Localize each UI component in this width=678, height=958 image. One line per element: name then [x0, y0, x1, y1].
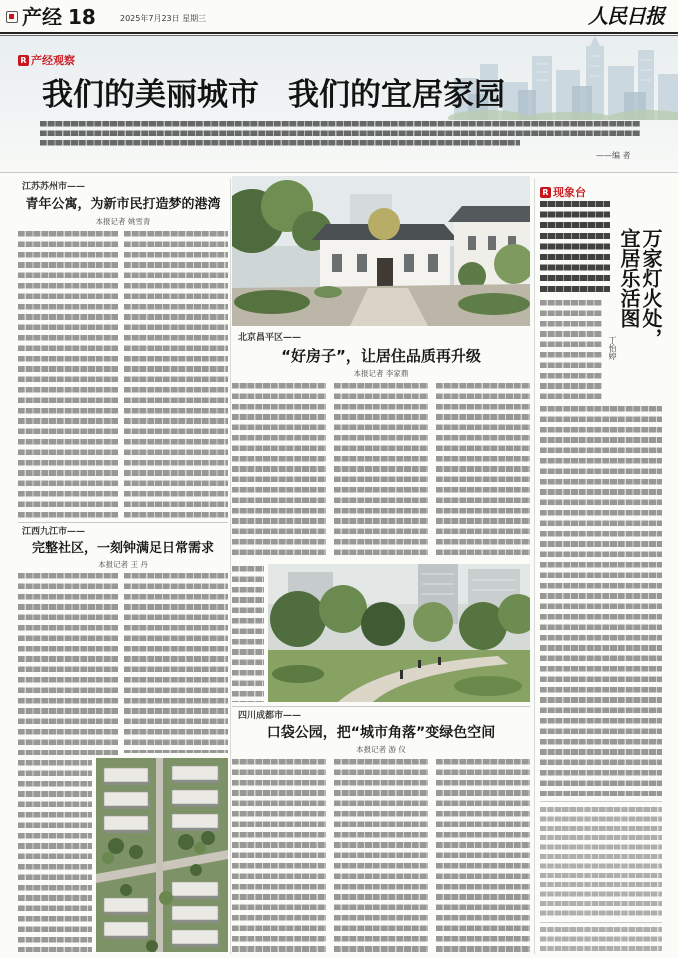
- photo-courtyard-residence: [232, 176, 530, 326]
- article-beijing-body-col-2: [334, 383, 428, 560]
- sidebar-lead-lines: [540, 201, 610, 292]
- article-jiujiang-body-col-1: [18, 573, 118, 755]
- page-number: 18: [68, 5, 96, 29]
- article-beijing-body-col-3: [436, 383, 530, 560]
- sidebar-label-text: 现象台: [553, 185, 586, 199]
- article-chengdu-body-col-1: [232, 759, 326, 952]
- article-chengdu-body-col-2: [334, 759, 428, 952]
- article-beijing-place: 北京昌平区——: [238, 333, 302, 343]
- article-chengdu-headline: 口袋公园，把“城市角落”变绿色空间: [266, 725, 496, 741]
- editor-note-lines: [40, 121, 640, 140]
- article-chengdu-place: 四川成都市——: [238, 711, 302, 721]
- sidebar-body-full: [540, 406, 662, 796]
- article-suzhou-body-col-1: [18, 231, 118, 518]
- article-suzhou-byline: 本报记者 姚雪青: [95, 217, 151, 226]
- sidebar-headline: 万家灯火处，宜居乐活图: [617, 228, 663, 348]
- article-suzhou-place: 江苏苏州市——: [22, 182, 86, 192]
- sidebar-body-narrow: [540, 300, 602, 400]
- photo-pocket-park: [268, 564, 530, 702]
- article-jiujiang-byline: 本报记者 王 丹: [98, 560, 148, 569]
- section-emblem-dot: [9, 14, 14, 19]
- section-name: 产经: [22, 5, 62, 29]
- photo-captions-lines: [540, 807, 662, 917]
- sidebar-badge: R: [540, 187, 551, 198]
- article-jiujiang-place: 江西九江市——: [22, 527, 86, 537]
- article-beijing-body-col-1: [232, 383, 326, 560]
- article-chengdu-byline: 本报记者 游 仪: [356, 745, 406, 754]
- editor-sign: ——编 者: [596, 151, 631, 160]
- photo-courtyard-residence-image: [232, 176, 530, 326]
- caption-divider: [540, 801, 662, 802]
- credits-divider: [540, 922, 662, 923]
- article-jiujiang-body-col-1-continued: [18, 760, 92, 952]
- photo-aerial-community-image: [96, 758, 228, 952]
- sidebar-author: 丁怡婷: [608, 336, 617, 360]
- issue-date: 2025年7月23日 星期三: [120, 14, 207, 23]
- photo-pocket-park-image: [268, 564, 530, 702]
- editor-note-last-line: [40, 140, 520, 146]
- masthead-logo: 人民日报: [588, 4, 664, 28]
- article-suzhou-headline: 青年公寓，为新市民打造梦的港湾: [25, 197, 221, 212]
- column-rule-right: [534, 178, 535, 954]
- article-jiujiang-body-col-2: [124, 573, 228, 753]
- article-jiujiang-headline: 完整社区，一刻钟满足日常需求: [31, 541, 214, 556]
- photo-aerial-community: [96, 758, 228, 952]
- article-beijing-byline: 本报记者 李家鼎: [353, 369, 409, 378]
- article-beijing-body-col-1-continued: [232, 566, 264, 702]
- article-divider-middle: [232, 706, 530, 707]
- column-label-text: 产经观察: [31, 53, 75, 67]
- article-divider-left: [18, 522, 228, 523]
- header-rule-thick: [0, 32, 678, 34]
- article-beijing-headline: “好房子”，让居住品质再升级: [281, 347, 481, 365]
- column-badge: R: [18, 55, 29, 66]
- article-suzhou-body-col-2: [124, 231, 228, 518]
- feature-column-label: [18, 50, 75, 69]
- feature-title-right: 我们的宜居家园: [288, 77, 505, 113]
- article-chengdu-body-col-3: [436, 759, 530, 952]
- section-emblem-icon: [6, 11, 18, 23]
- feature-band-divider: [0, 172, 678, 173]
- feature-title-left: 我们的美丽城市: [42, 77, 259, 113]
- page-credits-lines: [540, 927, 662, 951]
- column-rule-left: [230, 178, 231, 954]
- sidebar-column-label: [540, 182, 586, 201]
